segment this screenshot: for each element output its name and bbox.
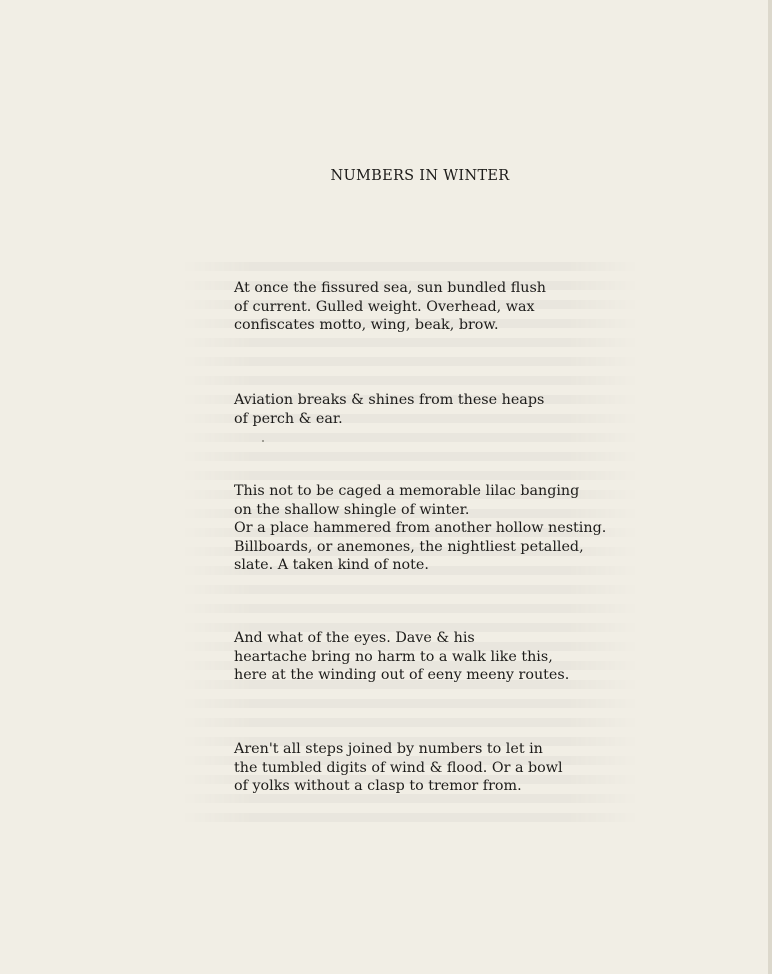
paper-speck — [262, 440, 264, 442]
poem-line: heartache bring no harm to a walk like this, — [234, 648, 553, 665]
stanza-1 — [234, 279, 546, 335]
stanza-5 — [234, 740, 563, 796]
poem-line: of current. Gulled weight. Overhead, wax — [234, 298, 535, 315]
poem-line: slate. A taken kind of note. — [234, 557, 429, 574]
page-edge — [768, 0, 772, 974]
poem-line: of perch & ear. — [234, 410, 343, 427]
poem-line: This not to be caged a memorable lilac banging — [234, 483, 580, 499]
poem-line: At once the fissured sea, sun bundled flush — [234, 280, 547, 296]
stanza-4 — [234, 629, 569, 685]
poem-line: on the shallow shingle of winter. — [234, 501, 470, 518]
poem-line: Aren't all steps joined by numbers to let in — [234, 741, 543, 757]
stanza-3 — [234, 482, 606, 575]
poem-title: NUMBERS IN WINTER — [330, 168, 510, 184]
poem-line: And what of the eyes. Dave & his — [234, 630, 475, 646]
poem-line: of yolks without a clasp to tremor from. — [234, 778, 522, 795]
poem-line: here at the winding out of eeny meeny routes. — [234, 667, 570, 684]
poem-line: Aviation breaks & shines from these heaps — [234, 392, 545, 408]
poem-line: Billboards, or anemones, the nightliest petalled, — [234, 538, 584, 555]
stanza-2 — [234, 391, 544, 428]
poem-line: the tumbled digits of wind & flood. Or a bowl — [234, 759, 563, 776]
poem-line: confiscates motto, wing, beak, brow. — [234, 317, 499, 334]
poem-line: Or a place hammered from another hollow nesting. — [234, 520, 607, 537]
